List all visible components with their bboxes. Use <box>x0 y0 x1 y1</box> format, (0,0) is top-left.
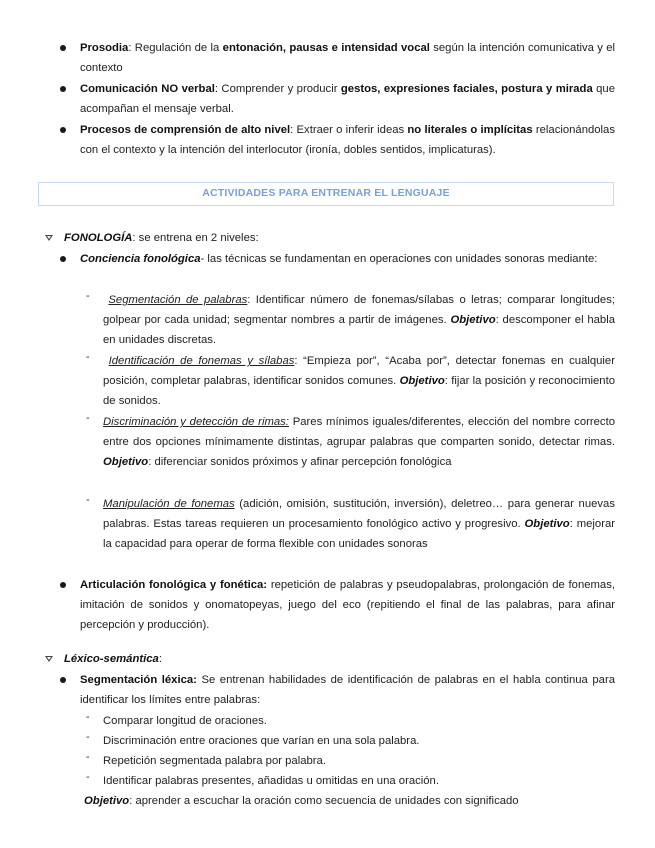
bullet-dot-icon <box>60 582 66 588</box>
document-page: Prosodia: Regulación de la entonación, pausas e intensidad vocal según la intención comunicativa y el contexto Comunicación NO verbal: Comprender y producir gestos, expresiones faciales, postura y mirada que acompañan el mensaje verbal. Procesos de comprensión de alto nivel: Extraer o inferir ideas no literales o implícitas relacionándolas con el contexto y la intención del interlocutor (ironía, dobles sentidos, implicaturas). ACTIVIDADES PARA ENTRENAR EL LENGUAJE FONOLOGÍA: se entrena en 2 niveles: Conciencia fonológica- las técnicas se fundamentan en operaciones con unidades sonoras mediante: - Segmentación de palabras: Identificar número de fonemas/sílabas o letras; comparar longitudes; golpear por cada unidad; segmentar nombres a partir de imágenes. Objetivo: descomponer el habla en unidades discretas. - Identificación de fonemas y sílabas: “Empieza por”, “Acaba por”, detectar fonemas en cualquier posición, completar palabras, identificar sonidos comunes. Objetivo: fijar la posición y reconocimiento de sonidos. - Discriminación y detección de rimas: Pares mínimos iguales/diferentes, elección del nombre correcto entre dos opciones mínimamente distintas, agrupar palabras que comparten sonido, detectar rimas. Objetivo: diferenciar sonidos próximos y afinar percepción fonológica - Manipulación de fonemas (adición, omisión, sustitución, inversión), deletreo… para generar nuevas palabras. Estas tareas requieren un procesamiento fonológico activo y progresivo. Objetivo: mejorar la capacidad para operar de forma flexible con unidades sonoras Articulación fonológica y fonética: repetición de palabras y pseudopalabras, prolongación de fonemas, imitación de sonidos y onomatopeyas, juego del eco (repitiendo el final de las palabras, para afinar percepción y producción). Léxico-semántica: Segmentación léxica: Se entrenan habilidades de identificación de palabras en el habla continua para identificar los límites entre palabras: - Comparar longitud de oraciones. - Discriminación entre oraciones que varían en una sola palabra. - Repetición segmentada palabra por palabra. - Identificar palabras presentes, añadidas u omitidas en una oración. Objetivo: aprender a escuchar la oración como secuencia de unidades con significado <box>0 0 655 848</box>
list-item: Repetición segmentada palabra por palabra. <box>103 755 326 767</box>
bullet-dot-icon <box>60 677 66 683</box>
list-item: Discriminación entre oraciones que varían en una sola palabra. <box>103 735 420 747</box>
bullet-comunicacion-no-verbal: Comunicación NO verbal: Comprender y producir gestos, expresiones faciales, postura y mirada que acompañan el mensaje verbal. <box>80 83 616 115</box>
bullet-procesos-alto-nivel: Procesos de comprensión de alto nivel: Extraer o inferir ideas no literales o implícitas relacionándolas con el contexto y la intención del interlocutor (ironía, dobles sentidos, implicaturas). <box>80 124 615 156</box>
bullet-segmentacion-lexica: Segmentación léxica: Se entrenan habilidades de identificación de palabras en el habla continua para identificar los límites entre palabras: <box>80 674 615 706</box>
section-banner: ACTIVIDADES PARA ENTRENAR EL LENGUAJE <box>38 182 614 206</box>
bullet-prosodia: Prosodia: Regulación de la entonación, pausas e intensidad vocal según la intención comunicativa y el contexto <box>80 42 616 74</box>
list-item: Identificación de fonemas y sílabas: “Empieza por”, “Acaba por”, detectar fonemas en cualquier posición, completar palabras, identificar sonidos comunes. Objetivo: fijar la posición y reconocimiento de sonidos. <box>103 355 615 407</box>
bullet-articulacion: Articulación fonológica y fonética: repetición de palabras y pseudopalabras, prolongación de fonemas, imitación de sonidos y onomatopeyas, juego del eco (repitiendo el final de las palabras, para afinar percepción y producción). <box>80 579 615 631</box>
heading-lexico-semantica: Léxico-semántica: <box>64 653 162 665</box>
bullet-dot-icon <box>60 256 66 262</box>
bullet-dot-icon <box>60 127 66 133</box>
objective-line: Objetivo: aprender a escuchar la oración como secuencia de unidades con significado <box>84 795 519 807</box>
list-item: Discriminación y detección de rimas: Pares mínimos iguales/diferentes, elección del nombre correcto entre dos opciones mínimamente distintas, agrupar palabras que comparten sonido, detectar rimas. Objetivo: diferenciar sonidos próximos y afinar percepción fonológica <box>103 416 615 468</box>
term-prosodia: Prosodia <box>80 42 129 54</box>
list-item: Identificar palabras presentes, añadidas u omitidas en una oración. <box>103 775 439 787</box>
disclosure-triangle-icon[interactable] <box>45 235 53 241</box>
bullet-dot-icon <box>60 45 66 51</box>
bullet-dot-icon <box>60 86 66 92</box>
list-item: Comparar longitud de oraciones. <box>103 715 267 727</box>
list-item: Manipulación de fonemas (adición, omisión, sustitución, inversión), deletreo… para generar nuevas palabras. Estas tareas requieren un procesamiento fonológico activo y progresivo. Objetivo: mejorar la capacidad para operar de forma flexible con unidades sonoras <box>103 498 615 550</box>
list-item: Segmentación de palabras: Identificar número de fonemas/sílabas o letras; comparar longitudes; golpear por cada unidad; segmentar nombres a partir de imágenes. Objetivo: descomponer el habla en unidades discretas. <box>103 294 616 346</box>
disclosure-triangle-icon[interactable] <box>45 656 53 662</box>
heading-fonologia: FONOLOGÍA: se entrena en 2 niveles: <box>64 232 259 244</box>
bullet-conciencia-fonologica: Conciencia fonológica- las técnicas se fundamentan en operaciones con unidades sonoras mediante: <box>80 253 598 265</box>
